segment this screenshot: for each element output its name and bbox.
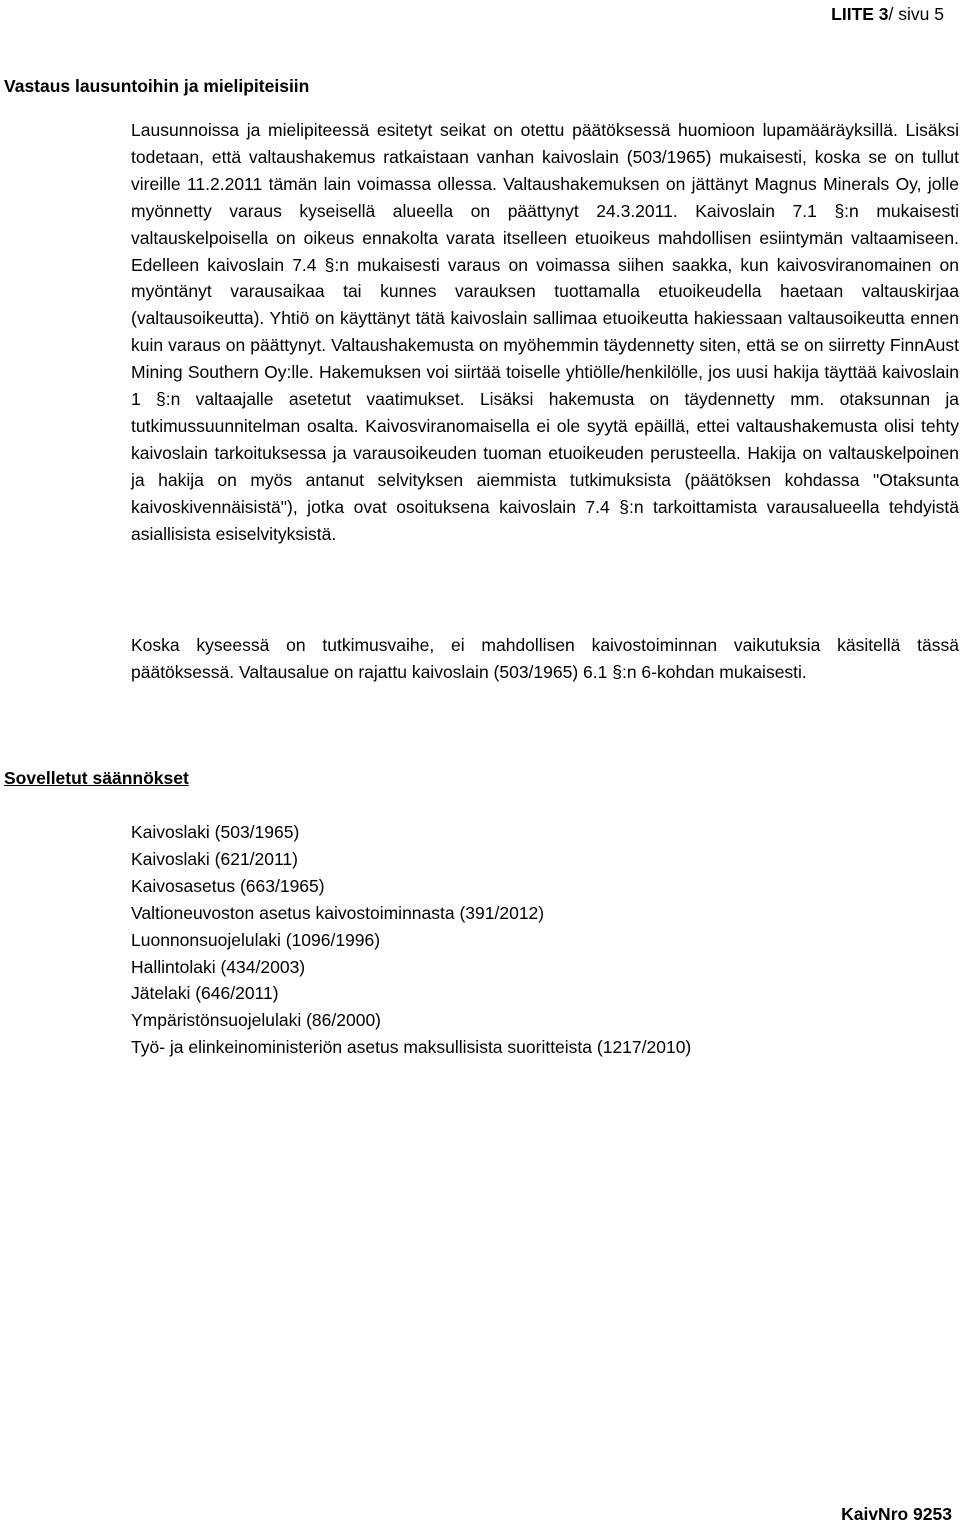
list-item: Kaivoslaki (503/1965) [131, 822, 300, 842]
list-item: Työ- ja elinkeinoministeriön asetus maksullisista suoritteista (1217/2010) [131, 1037, 692, 1058]
list-item: Kaivosasetus (663/1965) [131, 875, 325, 896]
paragraph-vastaus-scope: Koska kyseessä on tutkimusvaihe, ei mahdollisen kaivostoiminnan vaikutuksia käsitellä tässä päätöksessä. Valtausalue on rajattu kaivoslain (503/1965) 6.1 §:n 6-kohdan mukaisesti. [131, 635, 959, 682]
page-header [831, 4, 944, 24]
section-heading-sovelletut: Sovelletut säännökset [4, 768, 189, 788]
list-item: Ympäristönsuojelulaki (86/2000) [131, 1010, 381, 1031]
header-appendix-label: LIITE 3 [831, 4, 889, 24]
footer-reference: KaivNro 9253 [841, 1504, 952, 1524]
section-heading-vastaus: Vastaus lausuntoihin ja mielipiteisiin [4, 76, 310, 96]
list-item: Valtioneuvoston asetus kaivostoiminnasta (391/2012) [131, 902, 545, 923]
list-item: Jätelaki (646/2011) [131, 983, 279, 1004]
paragraph-vastaus-main: Lausunnoissa ja mielipiteessä esitetyt seikat on otettu päätöksessä huomioon lupamääräyksillä. Lisäksi todetaan, että valtaushakemus ratkaistaan vanhan kaivoslain (503/1965) mukaisesti, koska se on tullut vireille 11.2.2011 tämän lain voimassa ollessa. Valtaushakemuksen on jättänyt Magnus Minerals Oy, jolle myönnetty varaus kyseisellä alueella on päättynyt 24.3.2011. Kaivoslain 7.1 §:n mukaisesti valtauskelpoisella on oikeus ennakolta varata itselleen etuoikeus mahdollisen esiintymän valtaamiseen. Edelleen kaivoslain 7.4 §:n mukaisesti varaus on voimassa siihen saakka, kun kaivosviranomainen on myöntänyt varausaikaa tai kunnes varauksen tuottamalla etuoikeudella haetaan valtauskirjaa (valtausoikeutta). Yhtiö on käyttänyt tätä kaivoslain sallimaa etuoikeutta hakiessaan valtausoikeutta ennen kuin varaus on päättynyt. Valtaushakemusta on myöhemmin täydennetty siten, että se on siirretty FinnAust Mining Southern Oy:lle. Hakemuksen voi siirtää toiselle yhtiölle/henkilölle, jos uusi hakija täyttää kaivoslain 1 §:n valtaajalle asetetut vaatimukset. Lisäksi hakemusta on täydennetty mm. otaksunnan ja tutkimussuunnitelman osalta. Kaivosviranomaisella ei ole syytä epäillä, ettei valtaushakemusta olisi tehty kaivoslain tarkoituksessa ja varausoikeuden tuoman etuoikeuden perusteella. Hakija on valtauskelpoinen ja hakija on myös antanut selvityksen aiemmista tutkimuksista (päätöksen kohdassa "Otaksunta kaivoskivennäisistä"), jotka ovat osoituksena kaivoslain 7.4 §:n tarkoittamista varausalueella tehdyistä asiallisista esiselvityksistä. [131, 120, 959, 544]
list-item: Kaivoslaki (621/2011) [131, 848, 298, 869]
header-page-label: / sivu 5 [888, 4, 944, 24]
list-item: Luonnonsuojelulaki (1096/1996) [131, 929, 381, 950]
regulations-list [131, 819, 691, 1061]
list-item: Hallintolaki (434/2003) [131, 956, 306, 977]
